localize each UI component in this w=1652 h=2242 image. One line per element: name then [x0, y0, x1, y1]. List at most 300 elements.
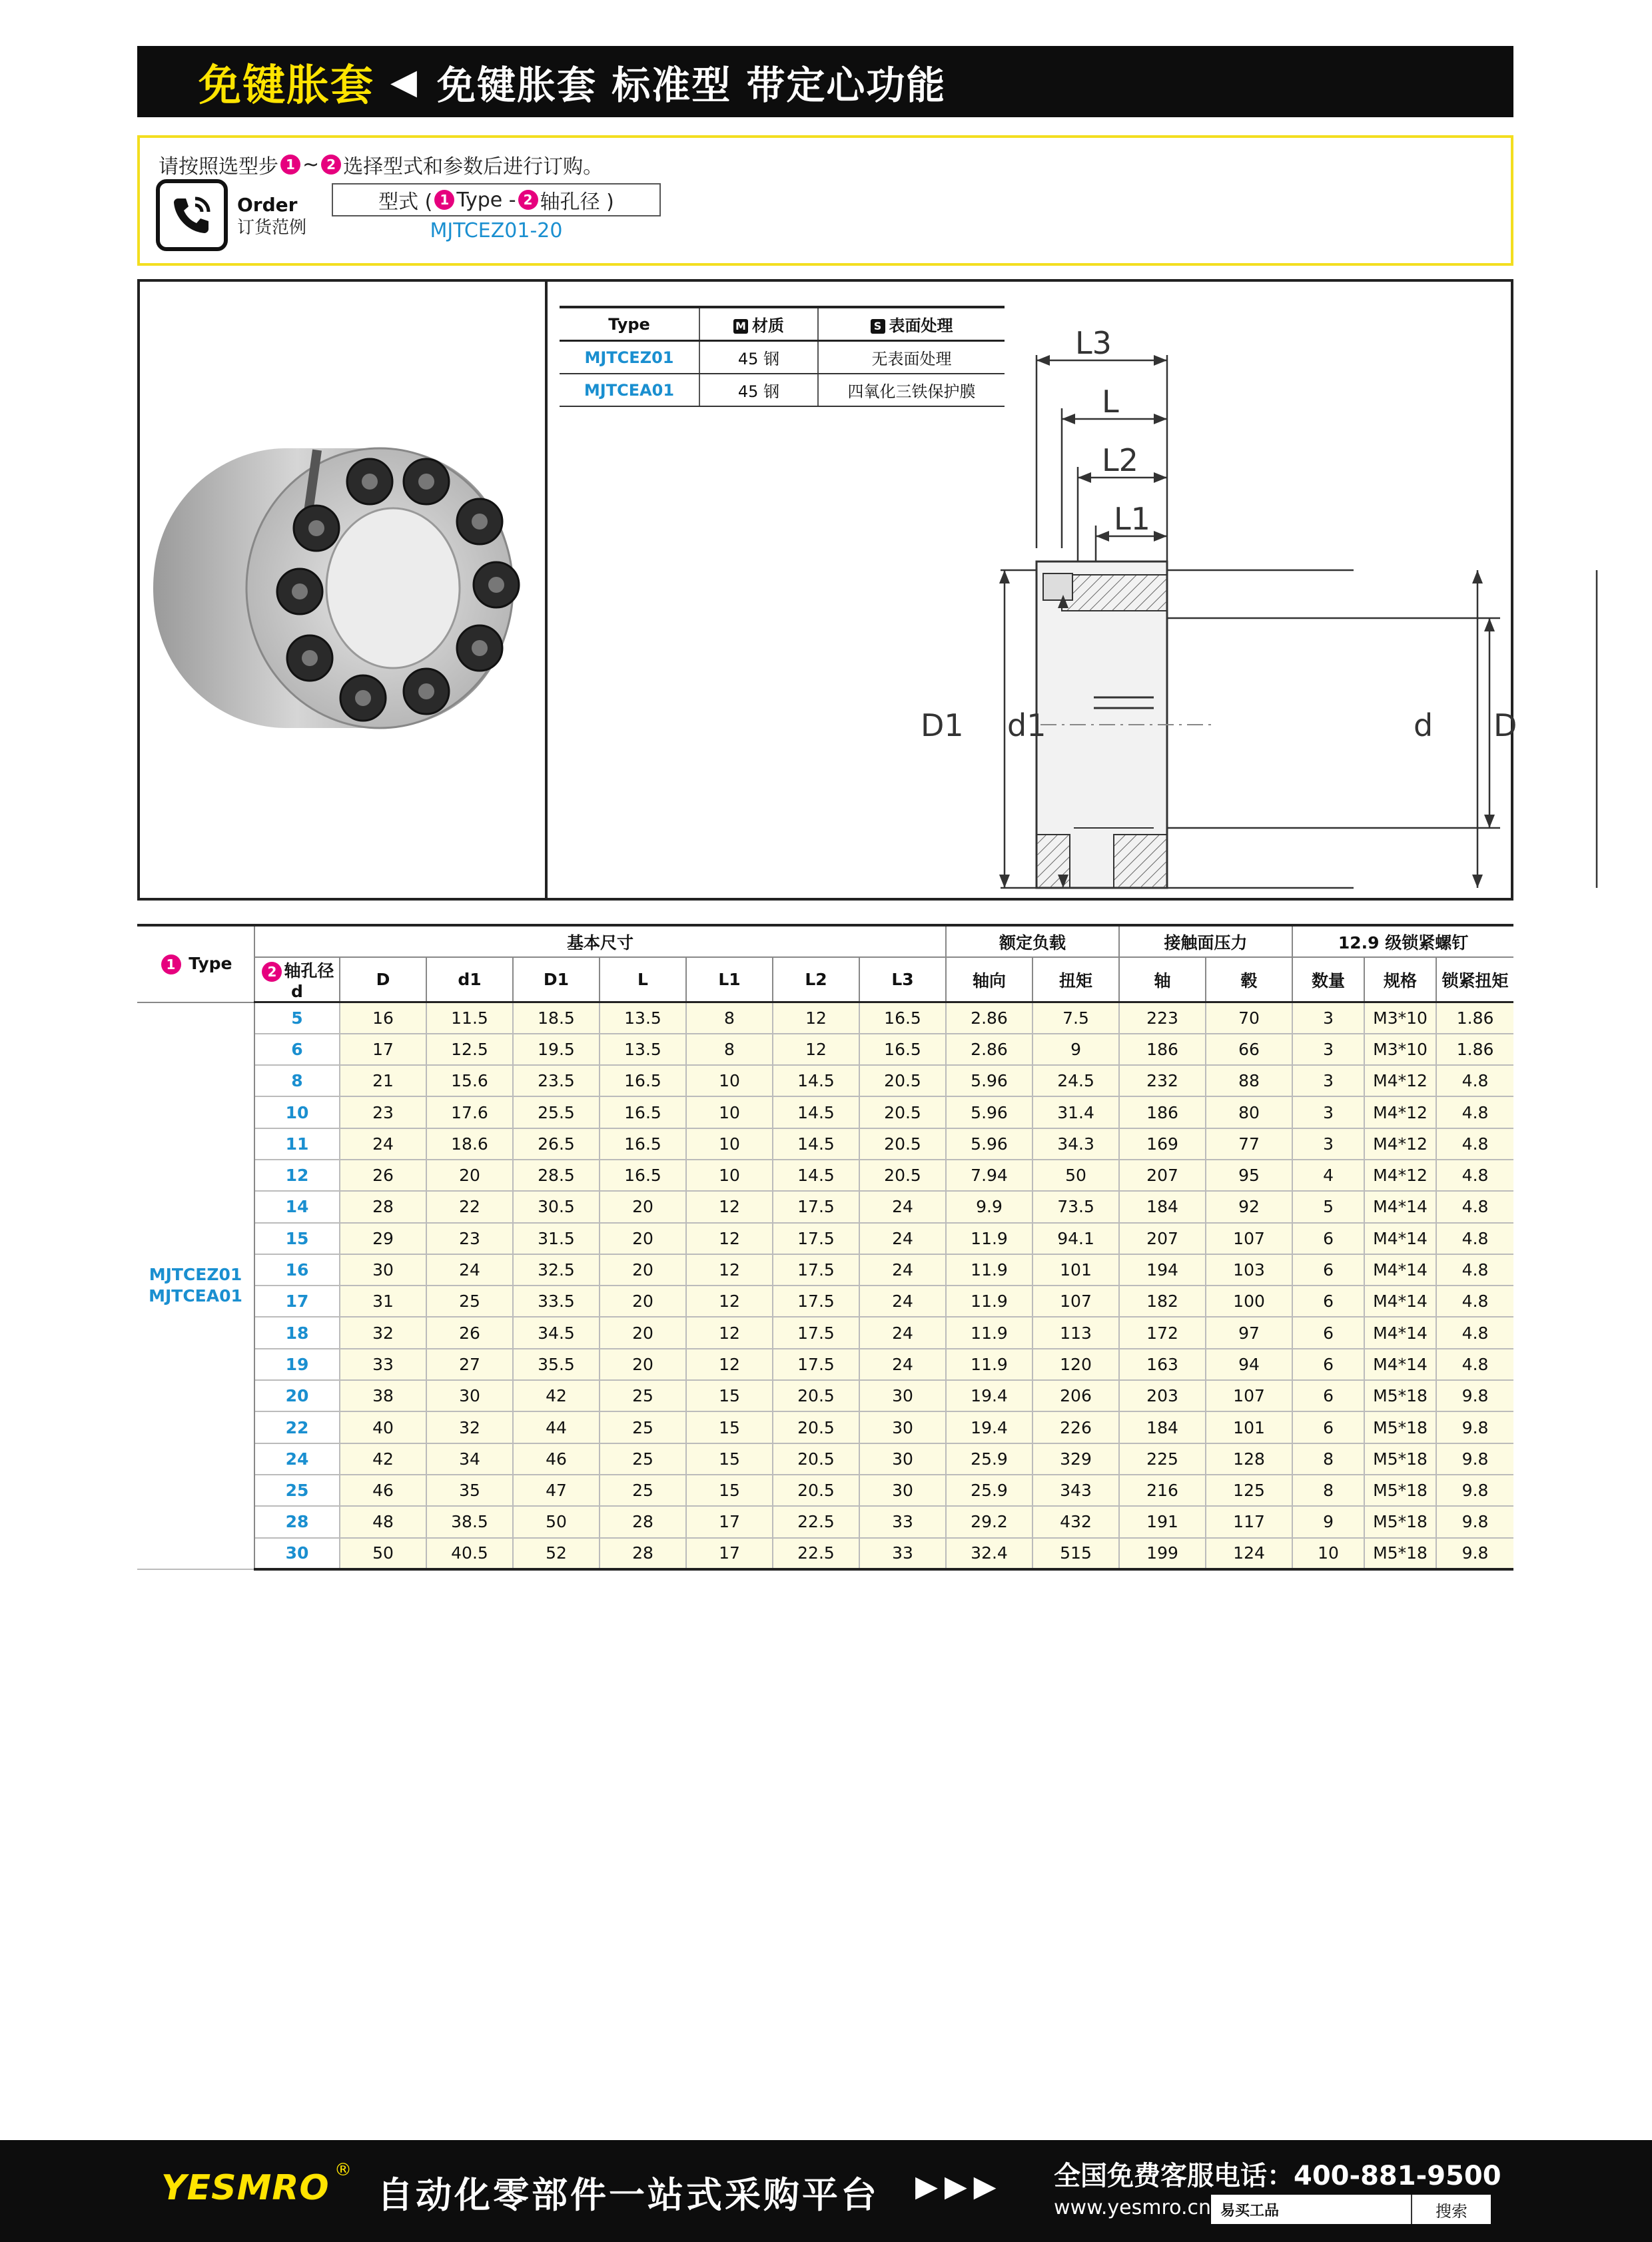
label-d: d: [1414, 707, 1434, 743]
table-cell: 226: [1032, 1411, 1119, 1443]
bore-diameter-cell: 11: [254, 1128, 340, 1160]
bore-diameter-cell: 17: [254, 1286, 340, 1317]
search-button[interactable]: 搜索: [1411, 2195, 1491, 2224]
table-cell: 18.6: [426, 1128, 513, 1160]
table-cell: 12: [686, 1349, 773, 1380]
table-cell: 46: [340, 1475, 426, 1506]
table-cell: 30: [859, 1380, 946, 1411]
table-cell: 203: [1119, 1380, 1206, 1411]
table-row: MJTCEA01 45 钢 四氧化三铁保护膜: [560, 374, 1005, 406]
bore-diameter-cell: 30: [254, 1538, 340, 1569]
table-cell: M4*12: [1364, 1096, 1436, 1128]
table-cell: 20.5: [859, 1128, 946, 1160]
order-guide-box: [137, 135, 1513, 266]
table-row: [137, 1380, 1513, 1411]
table-cell: 20: [600, 1191, 686, 1222]
table-cell: M4*12: [1364, 1128, 1436, 1160]
table-cell: 34.3: [1032, 1128, 1119, 1160]
table-cell: 2.86: [946, 1034, 1032, 1065]
table-cell: 12: [686, 1223, 773, 1254]
table-cell: 20: [600, 1223, 686, 1254]
table-cell: 4.8: [1436, 1349, 1513, 1380]
table-cell: 17.6: [426, 1096, 513, 1128]
table-cell: 30.5: [513, 1191, 600, 1222]
table-cell: 27: [426, 1349, 513, 1380]
table-cell: M4*14: [1364, 1349, 1436, 1380]
table-row: [137, 1254, 1513, 1286]
table-cell: 14.5: [773, 1160, 859, 1191]
table-cell: 35: [426, 1475, 513, 1506]
table-cell: 20.5: [773, 1380, 859, 1411]
table-cell: 25.5: [513, 1096, 600, 1128]
table-cell: 9: [1292, 1506, 1364, 1537]
table-row: [137, 1191, 1513, 1222]
table-cell: 20: [600, 1317, 686, 1348]
table-cell: 50: [340, 1538, 426, 1569]
order-example: MJTCEZ01-20: [430, 219, 563, 242]
bore-diameter-cell: 16: [254, 1254, 340, 1286]
table-cell: 103: [1206, 1254, 1292, 1286]
table-cell: 232: [1119, 1065, 1206, 1096]
table-cell: 6: [1292, 1380, 1364, 1411]
table-cell: 20: [426, 1160, 513, 1191]
bore-diameter-cell: 12: [254, 1160, 340, 1191]
table-cell: 4.8: [1436, 1286, 1513, 1317]
table-cell: M4*14: [1364, 1191, 1436, 1222]
table-cell: 19.4: [946, 1411, 1032, 1443]
table-cell: 25: [600, 1443, 686, 1475]
table-cell: 32.4: [946, 1538, 1032, 1569]
header-dia: 2 轴孔径 d: [254, 957, 340, 1002]
table-cell: 17: [340, 1034, 426, 1065]
col-material: M 材质: [699, 307, 818, 341]
table-cell: 20.5: [773, 1411, 859, 1443]
table-cell: 9.8: [1436, 1475, 1513, 1506]
table-cell: 28: [600, 1506, 686, 1537]
bore-diameter-cell: 28: [254, 1506, 340, 1537]
table-cell: 11.9: [946, 1317, 1032, 1348]
table-cell: 18.5: [513, 1002, 600, 1034]
table-cell: 169: [1119, 1128, 1206, 1160]
label-L3: L3: [1075, 325, 1112, 361]
table-cell: 35.5: [513, 1349, 600, 1380]
hotline: 全国免费客服电话：400-881-9500: [1054, 2161, 1501, 2191]
table-cell: 52: [513, 1538, 600, 1569]
table-cell: 4.8: [1436, 1223, 1513, 1254]
table-cell: 12: [686, 1191, 773, 1222]
bore-diameter-cell: 14: [254, 1191, 340, 1222]
table-cell: 1.86: [1436, 1002, 1513, 1034]
table-cell: 50: [513, 1506, 600, 1537]
table-cell: 30: [859, 1411, 946, 1443]
bore-diameter-cell: 22: [254, 1411, 340, 1443]
table-cell: 23: [426, 1223, 513, 1254]
table-cell: 11.9: [946, 1286, 1032, 1317]
table-cell: 11.9: [946, 1223, 1032, 1254]
label-L2: L2: [1102, 442, 1138, 478]
table-cell: 24: [859, 1191, 946, 1222]
bore-diameter-cell: 8: [254, 1065, 340, 1096]
table-cell: 11.9: [946, 1349, 1032, 1380]
header-basic-dims: 基本尺寸: [254, 925, 946, 957]
table-cell: 19.4: [946, 1380, 1032, 1411]
table-cell: 11.5: [426, 1002, 513, 1034]
footer: [0, 2140, 1652, 2242]
table-cell: 4.8: [1436, 1254, 1513, 1286]
table-cell: 33.5: [513, 1286, 600, 1317]
table-cell: 12: [773, 1034, 859, 1065]
table-cell: 32: [340, 1317, 426, 1348]
table-cell: 73.5: [1032, 1191, 1119, 1222]
table-cell: 24: [426, 1254, 513, 1286]
table-cell: 32: [426, 1411, 513, 1443]
table-cell: 33: [859, 1538, 946, 1569]
table-cell: 17.5: [773, 1191, 859, 1222]
header-rated-load: 额定负载: [946, 925, 1119, 957]
table-row: [137, 1475, 1513, 1506]
table-cell: 28.5: [513, 1160, 600, 1191]
table-cell: 207: [1119, 1223, 1206, 1254]
table-cell: 3: [1292, 1034, 1364, 1065]
order-label: Order 订货范例: [237, 194, 307, 238]
table-cell: 92: [1206, 1191, 1292, 1222]
table-cell: 101: [1032, 1254, 1119, 1286]
table-cell: 5: [1292, 1191, 1364, 1222]
bore-diameter-cell: 25: [254, 1475, 340, 1506]
table-cell: 15: [686, 1475, 773, 1506]
table-row: [137, 1538, 1513, 1569]
table-cell: 25: [600, 1411, 686, 1443]
table-cell: 128: [1206, 1443, 1292, 1475]
table-cell: 80: [1206, 1096, 1292, 1128]
table-cell: 12: [773, 1002, 859, 1034]
website-link[interactable]: www.yesmro.cn: [1054, 2196, 1212, 2219]
bore-diameter-cell: 5: [254, 1002, 340, 1034]
table-row: [137, 1506, 1513, 1537]
table-cell: 3: [1292, 1065, 1364, 1096]
table-cell: 66: [1206, 1034, 1292, 1065]
table-cell: 8: [686, 1034, 773, 1065]
table-cell: 88: [1206, 1065, 1292, 1096]
product-panel: [137, 279, 1517, 901]
table-row: MJTCEZ01 45 钢 无表面处理: [560, 341, 1005, 374]
table-cell: M5*18: [1364, 1443, 1436, 1475]
table-row: [137, 1443, 1513, 1475]
table-cell: 5.96: [946, 1128, 1032, 1160]
table-cell: 19.5: [513, 1034, 600, 1065]
table-cell: M5*18: [1364, 1411, 1436, 1443]
table-cell: 16.5: [600, 1160, 686, 1191]
table-cell: 182: [1119, 1286, 1206, 1317]
table-cell: 30: [859, 1475, 946, 1506]
table-cell: 94.1: [1032, 1223, 1119, 1254]
table-cell: 120: [1032, 1349, 1119, 1380]
table-cell: 7.94: [946, 1160, 1032, 1191]
table-cell: 25: [426, 1286, 513, 1317]
table-cell: 9.8: [1436, 1538, 1513, 1569]
bore-diameter-cell: 15: [254, 1223, 340, 1254]
table-cell: 28: [600, 1538, 686, 1569]
header-type: 1 Type: [137, 925, 254, 1002]
table-cell: 15: [686, 1380, 773, 1411]
table-cell: 12.5: [426, 1034, 513, 1065]
table-cell: 17: [686, 1506, 773, 1537]
arrow-left-icon: ◀: [390, 61, 417, 102]
table-cell: 17.5: [773, 1349, 859, 1380]
table-cell: 38: [340, 1380, 426, 1411]
table-cell: 163: [1119, 1349, 1206, 1380]
table-cell: 34: [426, 1443, 513, 1475]
table-row: [137, 1317, 1513, 1348]
table-cell: 14.5: [773, 1128, 859, 1160]
table-cell: 184: [1119, 1411, 1206, 1443]
table-cell: 225: [1119, 1443, 1206, 1475]
table-cell: 20.5: [859, 1065, 946, 1096]
table-cell: 23: [340, 1096, 426, 1128]
table-cell: M4*14: [1364, 1254, 1436, 1286]
table-cell: 3: [1292, 1128, 1364, 1160]
table-cell: 97: [1206, 1317, 1292, 1348]
header-locking-screw: 12.9 级锁紧螺钉: [1292, 925, 1513, 957]
table-cell: 24: [340, 1128, 426, 1160]
table-cell: M4*14: [1364, 1223, 1436, 1254]
table-cell: 5.96: [946, 1096, 1032, 1128]
bore-diameter-cell: 6: [254, 1034, 340, 1065]
table-cell: 25.9: [946, 1475, 1032, 1506]
table-cell: 26: [340, 1160, 426, 1191]
table-cell: 223: [1119, 1002, 1206, 1034]
table-cell: 29.2: [946, 1506, 1032, 1537]
table-cell: 6: [1292, 1254, 1364, 1286]
search-bar: [1211, 2195, 1491, 2224]
table-cell: 100: [1206, 1286, 1292, 1317]
table-cell: 32.5: [513, 1254, 600, 1286]
table-cell: 2.86: [946, 1002, 1032, 1034]
table-cell: 26: [426, 1317, 513, 1348]
table-cell: 9.8: [1436, 1443, 1513, 1475]
table-cell: 10: [686, 1065, 773, 1096]
table-cell: 17.5: [773, 1286, 859, 1317]
table-cell: 113: [1032, 1317, 1119, 1348]
arrows-icon: ▶▶▶: [915, 2169, 1003, 2203]
table-cell: 9.9: [946, 1191, 1032, 1222]
table-cell: 24: [859, 1317, 946, 1348]
table-cell: 30: [426, 1380, 513, 1411]
table-cell: 5.96: [946, 1065, 1032, 1096]
table-cell: 515: [1032, 1538, 1119, 1569]
table-cell: 30: [340, 1254, 426, 1286]
step-2-badge: 2: [321, 155, 341, 175]
table-cell: 17.5: [773, 1223, 859, 1254]
table-cell: M5*18: [1364, 1475, 1436, 1506]
table-cell: 44: [513, 1411, 600, 1443]
table-cell: 22.5: [773, 1506, 859, 1537]
table-row: [137, 1349, 1513, 1380]
col-type: Type: [560, 307, 699, 341]
table-cell: 16.5: [600, 1065, 686, 1096]
table-row: [137, 1160, 1513, 1191]
bore-diameter-cell: 19: [254, 1349, 340, 1380]
table-cell: 15: [686, 1443, 773, 1475]
order-format: 型式 ( 1 Type - 2 轴孔径 ): [332, 183, 661, 216]
table-cell: 11.9: [946, 1254, 1032, 1286]
table-cell: 25: [600, 1380, 686, 1411]
table-cell: 33: [340, 1349, 426, 1380]
bore-diameter-cell: 10: [254, 1096, 340, 1128]
table-cell: 216: [1119, 1475, 1206, 1506]
table-cell: 124: [1206, 1538, 1292, 1569]
table-cell: 101: [1206, 1411, 1292, 1443]
table-cell: 31.4: [1032, 1096, 1119, 1128]
bore-diameter-cell: 18: [254, 1317, 340, 1348]
table-cell: 4: [1292, 1160, 1364, 1191]
table-cell: 10: [686, 1160, 773, 1191]
table-row: [137, 1096, 1513, 1128]
table-cell: 42: [340, 1443, 426, 1475]
table-cell: 9.8: [1436, 1411, 1513, 1443]
bore-diameter-cell: 20: [254, 1380, 340, 1411]
table-cell: 22: [426, 1191, 513, 1222]
table-cell: 25.9: [946, 1443, 1032, 1475]
table-cell: 125: [1206, 1475, 1292, 1506]
table-row: [137, 1411, 1513, 1443]
col-surface: S 表面处理: [818, 307, 1005, 341]
table-cell: 4.8: [1436, 1317, 1513, 1348]
table-cell: 9: [1032, 1034, 1119, 1065]
table-cell: 94: [1206, 1349, 1292, 1380]
table-cell: 12: [686, 1286, 773, 1317]
table-cell: 48: [340, 1506, 426, 1537]
label-D: D: [1493, 707, 1517, 743]
material-icon: M: [733, 319, 748, 334]
table-cell: 107: [1206, 1380, 1292, 1411]
table-cell: 22.5: [773, 1538, 859, 1569]
table-cell: 16.5: [600, 1096, 686, 1128]
header-contact-pressure: 接触面压力: [1119, 925, 1292, 957]
header-banner: [137, 46, 1513, 117]
table-cell: 15: [686, 1411, 773, 1443]
table-cell: 50: [1032, 1160, 1119, 1191]
table-cell: 10: [686, 1096, 773, 1128]
table-cell: 9.8: [1436, 1506, 1513, 1537]
table-cell: M5*18: [1364, 1538, 1436, 1569]
table-cell: 12: [686, 1254, 773, 1286]
table-cell: 206: [1032, 1380, 1119, 1411]
table-cell: 207: [1119, 1160, 1206, 1191]
table-cell: 29: [340, 1223, 426, 1254]
table-cell: 8: [1292, 1475, 1364, 1506]
table-cell: 186: [1119, 1034, 1206, 1065]
table-row: [137, 1286, 1513, 1317]
table-cell: 42: [513, 1380, 600, 1411]
table-cell: 26.5: [513, 1128, 600, 1160]
table-row: [137, 1034, 1513, 1065]
table-cell: 31.5: [513, 1223, 600, 1254]
table-cell: 34.5: [513, 1317, 600, 1348]
table-cell: 194: [1119, 1254, 1206, 1286]
table-cell: 6: [1292, 1411, 1364, 1443]
table-cell: 8: [1292, 1443, 1364, 1475]
table-row: [137, 1002, 1513, 1034]
table-cell: 107: [1206, 1223, 1292, 1254]
order-instruction: 请按照选型步 1 ~ 2 选择型式和参数后进行订购。: [159, 153, 604, 179]
table-cell: 24.5: [1032, 1065, 1119, 1096]
table-cell: 4.8: [1436, 1191, 1513, 1222]
table-cell: 95: [1206, 1160, 1292, 1191]
table-cell: M5*18: [1364, 1506, 1436, 1537]
table-cell: 343: [1032, 1475, 1119, 1506]
label-d1: d1: [1007, 707, 1046, 743]
table-cell: M4*12: [1364, 1160, 1436, 1191]
table-cell: 40: [340, 1411, 426, 1443]
table-cell: 432: [1032, 1506, 1119, 1537]
table-cell: 3: [1292, 1002, 1364, 1034]
table-cell: 329: [1032, 1443, 1119, 1475]
table-cell: 184: [1119, 1191, 1206, 1222]
search-input[interactable]: 易买工品: [1220, 2202, 1280, 2219]
table-cell: 186: [1119, 1096, 1206, 1128]
label-D1: D1: [921, 707, 964, 743]
table-cell: 17: [686, 1538, 773, 1569]
type-cell: MJTCEZ01 MJTCEA01: [137, 1002, 254, 1569]
table-cell: 7.5: [1032, 1002, 1119, 1034]
table-cell: 13.5: [600, 1034, 686, 1065]
table-cell: 14.5: [773, 1065, 859, 1096]
table-cell: 10: [1292, 1538, 1364, 1569]
table-cell: 20.5: [773, 1475, 859, 1506]
spec-table: 1 Type 基本尺寸 额定负载 接触面压力 12.9 级锁紧螺钉 2 轴孔径 d D d1 D1 L L1 L2 L3 轴向 扭矩 轴 毂 数量 规格 锁紧扭矩 MJTCEZ01 MJTCEA01 5 16 11.5 18.5 13.5 8 12 16.5 2.86 7.5 223 70 3 M3*10 1.86 6 17 12.5 19.5 13.5 8 12 16.5 2.86 9 186 66 3 M3*10 1.86 8 21 15.6 23.5 16.5 10 14.5 20.5 5.96 24.5 232 88 3 M4*12 4.8 10 23 17.6 25.5 16.5 10 14.5 20.5 5.96 31.4 186 80 3 M4*12 4.8 11 24 18.6 26.5 16.5 10 14.5 20.5 5.96 34.3 169 77 3 M4*12 4.8 12 26 20 28.5 16.5 10 14.5 20.5 7.94 50 207 95 4 M4*12 4.8 14 28 22 30.5 20 12 17.5 24 9.9 73.5 184 92 5 M4*14 4.8 15 29 23 31.5 20 12 17.5 24 11.9 94.1 207 107 6 M4*14 4.8 16 30 24 32.5 20 12 17.5 24 11.9 101 194 103 6 M4*14 4.8 17 31 25 33.5 20 12 17.5 24 11.9 107 182 100 6 M4*14 4.8 18 32 26 34.5 20 12 17.5 24 11.9 113 172 97 6 M4*14 4.8 19 33 27 35.5 20 12 17.5 24 11.9 120 163 94 6 M4*14 4.8 20 38 30 42 25 15 20.5 30 19.4 206 203 107 6 M5*18 9.8 22 40 32 44 25 15 20.5 30 19.4 226 184 101 6 M5*18 9.8 24 42 34 46 25 15 20.5 30 25.9 329 225 128 8 M5*18 9.8 25 46 35 47 25 15 20.5 30 25.9 343 216 125 8 M5*18 9.8 28 48 38.5 50 28 17 22.5 33 29.2 432 191 117 9 M5*18 9.8 30 50 40.5 52 28 17 22.5 33 32.4 515 199 124 10 M5*18 9.8: [137, 924, 1513, 1571]
table-cell: 38.5: [426, 1506, 513, 1537]
table-cell: M3*10: [1364, 1034, 1436, 1065]
surface-icon: S: [871, 319, 885, 334]
table-cell: 24: [859, 1286, 946, 1317]
table-cell: 1.86: [1436, 1034, 1513, 1065]
table-cell: M4*14: [1364, 1286, 1436, 1317]
brand-logo[interactable]: YESMRO: [161, 2168, 330, 2208]
table-cell: 172: [1119, 1317, 1206, 1348]
table-cell: 31: [340, 1286, 426, 1317]
table-cell: 4.8: [1436, 1096, 1513, 1128]
table-cell: 47: [513, 1475, 600, 1506]
table-cell: 16.5: [859, 1034, 946, 1065]
table-cell: 24: [859, 1254, 946, 1286]
page-title: 免键胀套 标准型 带定心功能: [437, 62, 947, 108]
table-cell: 3: [1292, 1096, 1364, 1128]
table-cell: 17.5: [773, 1254, 859, 1286]
table-cell: 9.8: [1436, 1380, 1513, 1411]
table-cell: 15.6: [426, 1065, 513, 1096]
table-cell: 16.5: [600, 1128, 686, 1160]
table-cell: 40.5: [426, 1538, 513, 1569]
table-cell: 191: [1119, 1506, 1206, 1537]
table-cell: 199: [1119, 1538, 1206, 1569]
table-cell: 8: [686, 1002, 773, 1034]
bore-diameter-cell: 24: [254, 1443, 340, 1475]
table-cell: 14.5: [773, 1096, 859, 1128]
table-cell: 117: [1206, 1506, 1292, 1537]
table-cell: 4.8: [1436, 1128, 1513, 1160]
table-cell: 20.5: [859, 1096, 946, 1128]
table-cell: 24: [859, 1223, 946, 1254]
table-cell: 28: [340, 1191, 426, 1222]
table-cell: 6: [1292, 1317, 1364, 1348]
table-cell: M4*14: [1364, 1317, 1436, 1348]
table-cell: 77: [1206, 1128, 1292, 1160]
table-row: [137, 1065, 1513, 1096]
table-cell: 10: [686, 1128, 773, 1160]
table-cell: M5*18: [1364, 1380, 1436, 1411]
step-1-badge: 1: [280, 155, 300, 175]
